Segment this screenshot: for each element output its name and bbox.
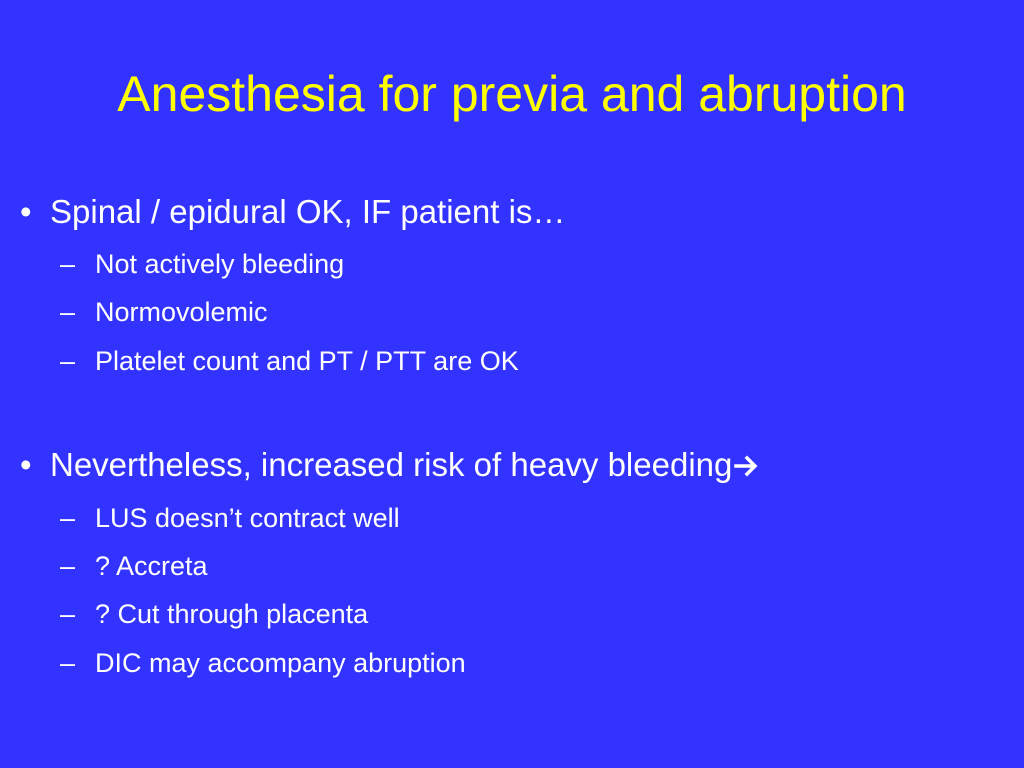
dash-marker: – xyxy=(60,249,76,279)
right-arrow-icon xyxy=(734,448,760,488)
sub-item-text: Normovolemic xyxy=(95,297,268,327)
bullet-text: Spinal / epidural OK, IF patient is… xyxy=(50,193,566,230)
dash-marker: – xyxy=(60,648,76,678)
bullet-marker: • xyxy=(20,446,32,483)
slide-title: Anesthesia for previa and abruption xyxy=(117,66,907,122)
dash-marker: – xyxy=(60,599,76,629)
sub-item-text: Not actively bleeding xyxy=(95,249,345,279)
sub-item-text: ? Accreta xyxy=(95,551,208,581)
dash-marker: – xyxy=(60,346,76,376)
sub-item-text: DIC may accompany abruption xyxy=(95,648,466,678)
sub-item-text: ? Cut through placenta xyxy=(95,599,369,629)
sub-item-text: Platelet count and PT / PTT are OK xyxy=(95,346,519,376)
sub-item-text: LUS doesn’t contract well xyxy=(95,503,400,533)
dash-marker: – xyxy=(60,503,76,533)
bullet-marker: • xyxy=(20,193,32,230)
bullet-text: Nevertheless, increased risk of heavy bleeding xyxy=(50,446,733,483)
dash-marker: – xyxy=(60,551,76,581)
dash-marker: – xyxy=(60,297,76,327)
